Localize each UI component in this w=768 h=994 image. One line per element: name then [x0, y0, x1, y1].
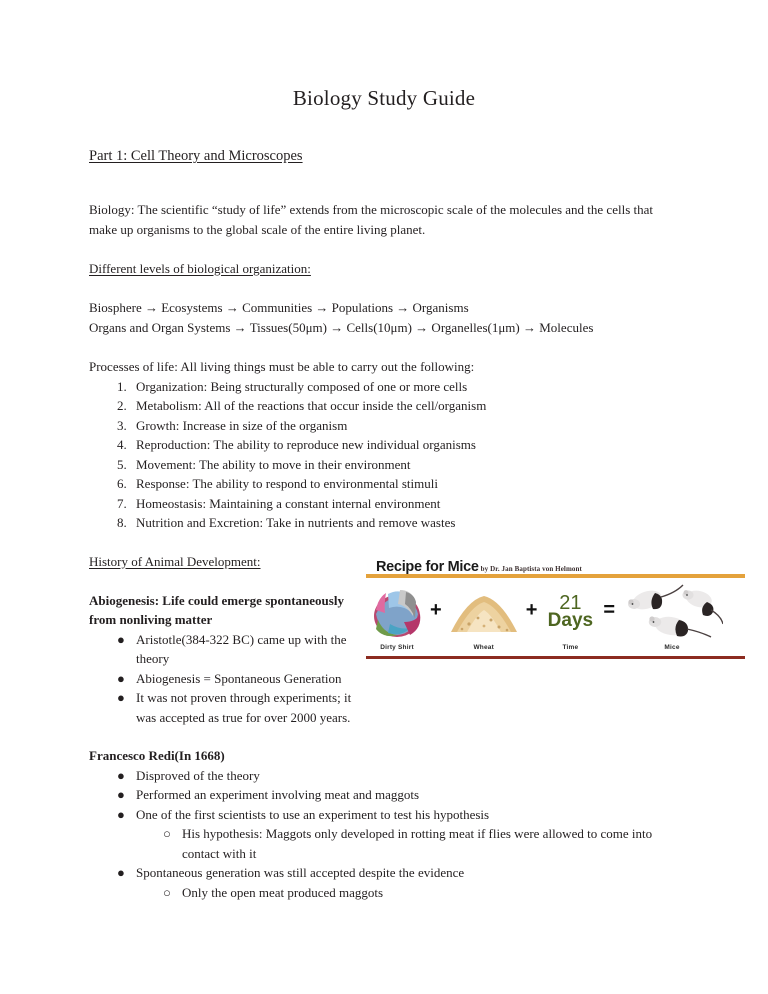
list-item-text: Disproved of the theory	[136, 767, 260, 783]
plus-operator-2: +	[525, 598, 538, 621]
figure-caption: Wheat	[473, 644, 494, 651]
equals-operator: =	[603, 598, 616, 621]
list-item: Nutrition and Excretion: Take in nutrients and remove wastes	[136, 515, 456, 531]
figure-item-wheat	[444, 580, 524, 654]
bullet-icon: ●	[117, 767, 125, 783]
list-item	[89, 630, 357, 669]
hollow-bullet-icon: ○	[163, 884, 171, 900]
figure-title-row	[366, 558, 745, 578]
levels-line-1: Biosphere → Ecosystems → Communities → Populations → Organisms	[89, 299, 469, 315]
plus-operator-1: +	[430, 598, 442, 621]
list-item-text: Performed an experiment involving meat and maggots	[136, 787, 420, 803]
list-item: Movement: The ability to move in their environment	[136, 456, 411, 472]
figure-caption: Time	[562, 644, 579, 651]
time-duration-text	[539, 580, 601, 644]
list-item: Response: The ability to respond to environmental stimuli	[136, 476, 438, 492]
abiogenesis-heading: Abiogenesis: Life could emerge spontaneously from nonliving matter	[89, 592, 344, 628]
list-item: Homeostasis: Maintaining a constant internal environment	[136, 495, 441, 511]
levels-heading-wrap	[89, 259, 679, 279]
figure-bottom-rule	[366, 656, 745, 659]
list-item	[89, 669, 357, 689]
document-body	[89, 0, 679, 902]
spacer	[89, 338, 679, 357]
levels-heading: Different levels of biological organization:	[89, 260, 311, 276]
laundry-basket-icon	[366, 580, 428, 644]
section-heading-part1: Part 1: Cell Theory and Microscopes	[89, 148, 303, 165]
list-item	[89, 863, 679, 883]
list-item-text: Abiogenesis = Spontaneous Generation	[136, 670, 342, 686]
list-item: Metabolism: All of the reactions that occur inside the cell/organism	[136, 398, 487, 414]
laundry-basket-svg	[370, 586, 424, 638]
redi-sub-bullets-1	[89, 824, 679, 863]
abiogenesis-bullets	[89, 630, 357, 728]
redi-sub-bullets-2	[89, 883, 679, 903]
figure-item-dirty-shirt	[366, 580, 428, 654]
list-item	[89, 883, 679, 903]
bullet-icon: ●	[117, 631, 125, 647]
list-item-text: It was not proven through experiments; it was accepted as true for over 2000 years.	[136, 690, 352, 725]
recipe-for-mice-figure	[366, 558, 745, 661]
spacer	[89, 240, 679, 259]
intro-paragraph: Biology: The scientific “study of life” extends from the microscopic scale of the molecules and the cells that make up organisms to the global scale of the entire living planet.	[89, 201, 654, 237]
bullet-icon: ●	[117, 690, 125, 706]
list-item-text: One of the first scientists to use an experiment to test his hypothesis	[136, 806, 490, 822]
list-item	[89, 766, 679, 786]
processes-intro: Processes of life: All living things must be able to carry out the following:	[89, 358, 475, 374]
list-item	[89, 785, 679, 805]
list-item-text: Only the open meat produced maggots	[182, 884, 384, 900]
spacer	[89, 279, 679, 298]
figure-byline: by Dr. Jan Baptista von Helmont	[480, 565, 582, 573]
spacer	[89, 533, 679, 552]
spacer	[89, 167, 679, 200]
levels-line-2: Organs and Organ Systems → Tissues(50μm) → Cells(10μm) → Organelles(1μm) → Molecules	[89, 319, 594, 335]
figure-item-time	[539, 580, 601, 654]
figure-content	[366, 580, 745, 654]
figure-item-mice	[617, 580, 727, 654]
list-item	[89, 688, 357, 727]
list-item	[89, 805, 679, 825]
figure-caption: Dirty Shirt	[380, 644, 414, 651]
redi-heading: Francesco Redi(In 1668)	[89, 748, 225, 764]
spacer	[89, 727, 679, 746]
three-mice-svg	[621, 583, 723, 641]
abiogenesis-section	[89, 591, 357, 728]
figure-caption: Mice	[664, 644, 680, 651]
bullet-icon: ●	[117, 670, 125, 686]
bullet-icon: ●	[117, 806, 125, 822]
time-number: 21	[559, 592, 582, 615]
wheat-pile-svg	[447, 590, 521, 634]
list-item: Reproduction: The ability to reproduce new individual organisms	[136, 437, 476, 453]
hollow-bullet-icon: ○	[163, 826, 171, 842]
list-item-text: His hypothesis: Maggots only developed in rotting meat if flies were allowed to come into contact with it	[182, 826, 653, 861]
time-text-block	[548, 594, 593, 630]
bullet-icon: ●	[117, 865, 125, 881]
figure-title: Recipe for Mice	[376, 559, 479, 575]
time-unit: Days	[547, 610, 594, 632]
list-item: Organization: Being structurally composed of one or more cells	[136, 378, 468, 394]
processes-of-life-list	[89, 377, 679, 533]
history-heading: History of Animal Development:	[89, 553, 261, 569]
bullet-icon: ●	[117, 787, 125, 803]
three-mice-icon	[617, 580, 727, 644]
wheat-pile-icon	[444, 580, 524, 644]
redi-bullets	[89, 766, 679, 825]
list-item-text: Spontaneous generation was still accepted despite the evidence	[136, 865, 465, 881]
page-title: Biology Study Guide	[292, 86, 476, 110]
redi-bullets-cont	[89, 863, 679, 883]
list-item-text: Aristotle(384-322 BC) came up with the theory	[136, 631, 347, 667]
list-item	[89, 824, 679, 863]
list-item: Growth: Increase in size of the organism	[136, 417, 348, 433]
redi-section	[89, 746, 679, 902]
